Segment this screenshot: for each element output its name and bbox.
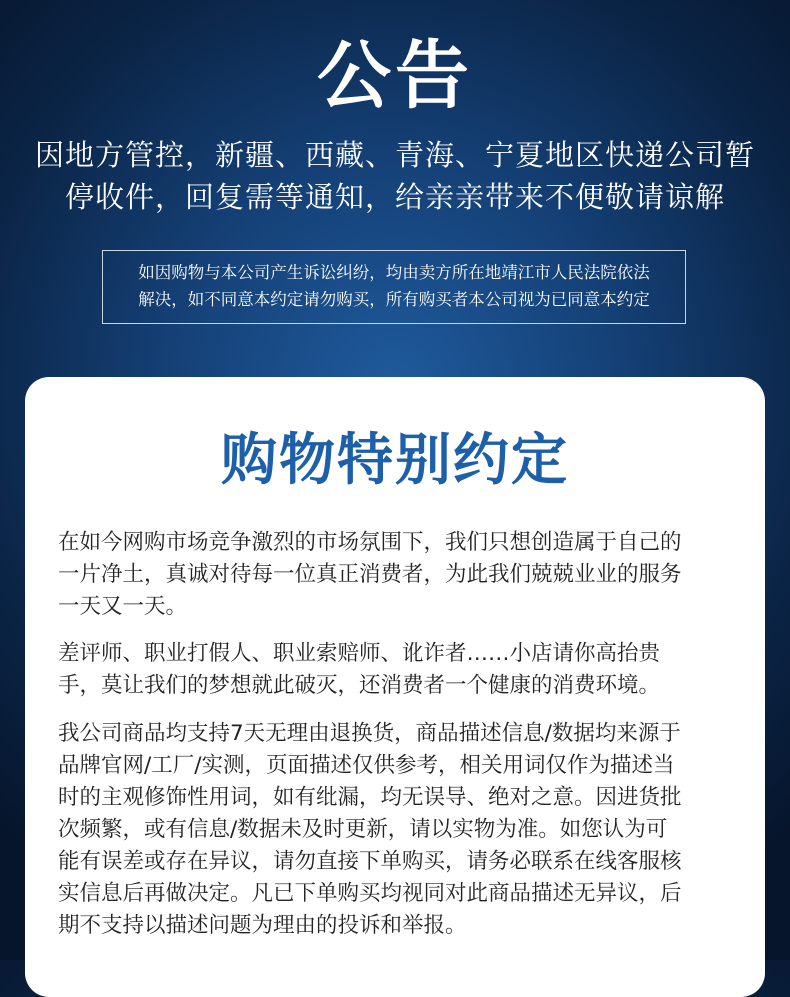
paragraph-line: 在如今网购市场竞争激烈的市场氛围下，我们只想创造属于自己的	[58, 530, 682, 555]
paragraph-line: 时的主观修饰性用词，如有纰漏，均无误导、绝对之意。因进货批	[58, 785, 682, 810]
shipping-notice	[20, 134, 770, 218]
paragraph-line: 实信息后再做决定。凡已下单购买均视同对此商品描述无异议，后	[58, 881, 682, 906]
agreement-title: 购物特别约定	[221, 428, 569, 493]
legal-disclaimer-box	[102, 250, 686, 324]
paragraph-line: 一片净土，真诚对待每一位真正消费者，为此我们兢兢业业的服务	[58, 562, 682, 587]
legal-line: 解决，如不同意本约定请勿购买，所有购买者本公司视为已同意本约定	[138, 290, 650, 309]
agreement-paragraph	[58, 718, 734, 942]
paragraph-line: 手，莫让我们的梦想就此破灭，还消费者一个健康的消费环境。	[58, 673, 661, 698]
paragraph-line: 能有误差或存在异议，请勿直接下单购买，请务必联系在线客服核	[58, 849, 682, 874]
agreement-paragraph	[58, 638, 734, 702]
paragraph-line: 一天又一天。	[58, 594, 188, 619]
paragraph-line: 次频繁，或有信息/数据未及时更新，请以实物为准。如您认为可	[58, 817, 668, 842]
notice-line: 停收件，回复需等通知，给亲亲带来不便敬请谅解	[64, 180, 725, 214]
announcement-title: 公告	[317, 33, 473, 119]
agreement-card	[25, 377, 765, 997]
paragraph-line: 我公司商品均支持7天无理由退换货，商品描述信息/数据均来源于	[58, 721, 681, 746]
legal-line: 如因购物与本公司产生诉讼纠纷，均由卖方所在地靖江市人民法院依法	[138, 263, 650, 282]
paragraph-line: 差评师、职业打假人、职业索赔师、讹诈者……小店请你高抬贵	[58, 641, 661, 666]
paragraph-line: 期不支持以描述问题为理由的投诉和举报。	[58, 913, 467, 938]
paragraph-line: 品牌官网/工厂/实测，页面描述仅供参考，相关用词仅作为描述当	[58, 753, 675, 778]
agreement-paragraph	[58, 527, 734, 623]
notice-line: 因地方管控，新疆、西藏、青海、宁夏地区快递公司暂	[34, 138, 755, 172]
